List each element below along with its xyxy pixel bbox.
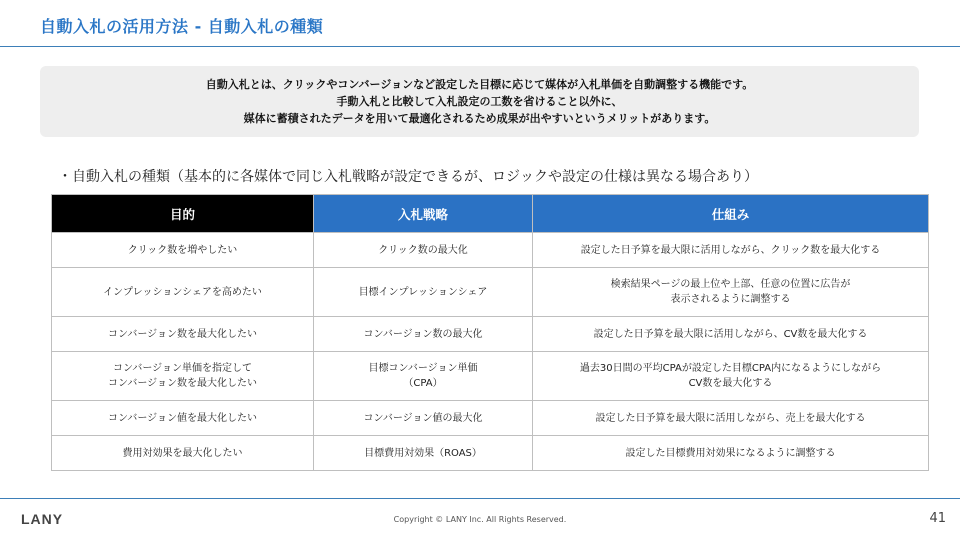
cell-text: （CPA） [403,378,443,389]
company-logo: LANY [21,511,64,527]
column-header-purpose: 目的 [52,195,314,233]
cell-mechanism [533,317,929,352]
cell-text: クリック数の最大化 [378,244,468,256]
cell-text: クリック数を増やしたい [127,244,238,256]
cell-text: コンバージョン数の最大化 [363,328,483,340]
cell-text: 設定した日予算を最大限に活用しながら、CV数を最大化する [593,328,868,340]
summary-line: 自動入札とは、クリックやコンバージョンなど設定した目標に応じて媒体が入札単価を自動調整する機能です。 [205,78,754,91]
table-row [52,352,929,401]
table-row [52,268,929,317]
cell-text: コンバージョン数を最大化したい [108,328,257,340]
column-header-strategy: 入札戦略 [314,195,533,233]
cell-text: 目標コンバージョン単価 [368,363,478,374]
cell-purpose [52,352,314,401]
bidding-types-table [51,194,929,471]
cell-strategy [314,436,533,471]
table-row [52,317,929,352]
cell-text: CV数を最大化する [688,378,773,389]
cell-text: コンバージョン単価を指定して [113,363,252,374]
cell-mechanism [533,436,929,471]
cell-strategy [314,317,533,352]
summary-line: 媒体に蓄積されたデータを用いて最適化されるため成果が出やすいというメリットがあります。 [243,112,716,125]
section-heading: ・自動入札の種類（基本的に各媒体で同じ入札戦略が設定できるが、ロジックや設定の仕様は異なる場合あり） [58,169,758,185]
cell-purpose [52,317,314,352]
cell-text: コンバージョン数を最大化したい [108,378,257,389]
cell-text: 過去30日間の平均CPAが設定した目標CPA内になるようにしながら [579,363,882,374]
cell-mechanism [533,401,929,436]
cell-purpose [52,436,314,471]
footer-divider [0,498,960,499]
slide-title: 自動入札の活用方法 - 自動入札の種類 [40,17,324,36]
cell-purpose [52,401,314,436]
cell-text: コンバージョン値の最大化 [363,412,483,424]
cell-strategy [314,401,533,436]
copyright-text: Copyright © LANY Inc. All Rights Reserved. [393,515,567,524]
cell-purpose [52,233,314,268]
page-number: 41 [929,511,946,526]
cell-text: 設定した日予算を最大限に活用しながら、売上を最大化する [595,412,866,424]
cell-strategy [314,233,533,268]
cell-text: 設定した日予算を最大限に活用しながら、クリック数を最大化する [580,244,881,256]
cell-text: インプレッションシェアを高めたい [103,286,262,298]
cell-mechanism [533,233,929,268]
cell-mechanism [533,268,929,317]
cell-text: 検索結果ページの最上位や上部、任意の位置に広告が [610,279,851,290]
column-header-mechanism: 仕組み [533,195,929,233]
cell-text: コンバージョン値を最大化したい [108,412,257,424]
cell-strategy [314,352,533,401]
cell-text: 表示されるように調整する [670,294,791,305]
table-row [52,233,929,268]
table-header-row [52,195,929,233]
table-row [52,401,929,436]
cell-text: 費用対効果を最大化したい [122,447,243,459]
cell-text: 目標費用対効果（ROAS） [364,447,482,459]
cell-strategy [314,268,533,317]
summary-line: 手動入札と比較して入札設定の工数を省けること以外に、 [336,95,623,108]
cell-text: 目標インプレッションシェア [358,286,488,298]
cell-mechanism [533,352,929,401]
summary-box [40,66,919,137]
table-row [52,436,929,471]
cell-purpose [52,268,314,317]
cell-text: 設定した目標費用対効果になるように調整する [625,447,836,459]
title-divider [0,46,960,47]
